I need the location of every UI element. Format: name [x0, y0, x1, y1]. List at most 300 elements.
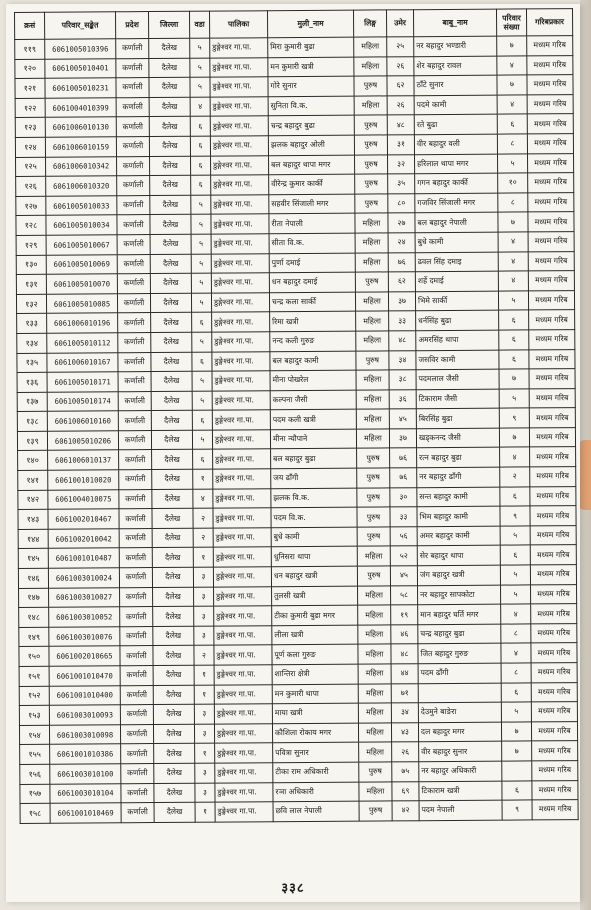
cell-family-size: ६ [499, 349, 529, 369]
cell-name: चन्द्र बहादुर बुढा [268, 116, 354, 136]
cell-sex: महिला [355, 233, 388, 253]
cell-father-name: टिकाराम जैसी [416, 389, 499, 409]
cell-family-size: ७ [497, 75, 527, 95]
cell-palika: डुङ्गेश्वर गा.पा. [213, 528, 271, 548]
cell-district: दैलेख [149, 117, 190, 137]
cell-sn: १३२ [16, 294, 46, 314]
cell-age: २४ [388, 233, 415, 253]
cell-ward: २ [193, 528, 213, 548]
cell-category: मध्यम गरिब [530, 447, 576, 467]
cell-sex: महिला [358, 605, 391, 625]
cell-hh-code: 6061006010196 [47, 313, 118, 333]
cell-palika: डुङ्गेश्वर गा.पा. [215, 802, 273, 822]
cell-ward: ४ [190, 97, 210, 117]
cell-father-name: सन्त बहादुर कामी [417, 487, 500, 507]
cell-district: दैलेख [152, 450, 193, 470]
cell-district: दैलेख [150, 195, 191, 215]
cell-palika: डुङ्गेश्वर गा.पा. [211, 292, 269, 312]
cell-family-size: ६ [499, 310, 529, 330]
cell-age: ३४ [391, 703, 418, 723]
cell-sex: पुरुष [359, 762, 392, 782]
cell-sn: १४९ [19, 627, 49, 647]
cell-father-name: जसविर कामी [416, 350, 499, 370]
cell-sn: १५७ [20, 784, 50, 804]
cell-ward: २ [194, 646, 214, 666]
cell-father-name: बिरसिंह बुढा [416, 408, 499, 428]
cell-age: ६९ [392, 781, 419, 801]
cell-age: ३३ [390, 507, 417, 527]
cell-father-name: अमरसिंह थापा [416, 330, 499, 350]
cell-father-name: देउमुने बाङेरा [418, 702, 501, 722]
cell-father-name: शेर बहादुर रावल [414, 56, 497, 76]
cell-ward: ६ [193, 450, 213, 470]
cell-sex: पुरुष [356, 350, 389, 370]
cell-father-name: पदम ढाँगी [418, 663, 501, 683]
cell-category: मध्यम गरिब [528, 173, 574, 193]
cell-age: ६२ [387, 76, 414, 96]
cell-ward: ६ [190, 136, 210, 156]
cell-sex: महिला [355, 292, 388, 312]
cell-province: कर्णाली [121, 783, 154, 803]
cell-father-name: नर बहादुर अधिकारी [419, 761, 502, 781]
cell-sex: महिला [359, 781, 392, 801]
cell-name: पूर्ण कला गुरुङ [272, 645, 358, 665]
cell-family-size: ४ [498, 232, 528, 252]
cell-district: दैलेख [150, 234, 191, 254]
cell-sn: १३९ [17, 431, 47, 451]
cell-palika: डुङ्गेश्वर गा.पा. [214, 665, 272, 685]
cell-province: कर्णाली [116, 97, 149, 117]
cell-father-name: हरिलाल थापा मगर [415, 154, 498, 174]
cell-hh-code: 6061005010070 [46, 274, 117, 294]
cell-hh-code: 6061005010396 [45, 39, 116, 59]
cell-district: दैलेख [153, 665, 194, 685]
cell-father-name: मान बहादुर घर्ति मगर [418, 604, 501, 624]
cell-name: मन कुमारी खत्री [268, 57, 354, 77]
cell-category: मध्यम गरिब [529, 408, 575, 428]
cell-name: मन कुमारी थापा [272, 684, 358, 704]
cell-family-size: ६ [500, 545, 530, 565]
cell-district: दैलेख [153, 724, 194, 744]
cell-sn: १२२ [15, 98, 45, 118]
cell-sex: महिला [358, 625, 391, 645]
cell-category: मध्यम गरिब [528, 271, 574, 291]
cell-sex: महिला [356, 409, 389, 429]
cell-palika: डुङ्गेश्वर गा.पा. [213, 547, 271, 567]
cell-sn: १३४ [17, 333, 47, 353]
cell-family-size: ४ [498, 271, 528, 291]
cell-ward: ५ [192, 332, 212, 352]
cell-palika: डुङ्गेश्वर गा.पा. [211, 273, 269, 293]
cell-father-name: जित बहादुर गुरुङ [418, 644, 501, 664]
cell-family-size: ९ [502, 800, 532, 820]
cell-father-name: दल बहादुर मगर [418, 722, 501, 742]
cell-category: मध्यम गरिब [530, 545, 576, 565]
cell-age: २५ [387, 37, 414, 57]
header-palika: पालिका [209, 11, 267, 38]
cell-father-name: भिमे सार्की [415, 291, 498, 311]
cell-family-size: ७ [502, 741, 532, 761]
cell-age: ३३ [389, 311, 416, 331]
cell-palika: डुङ्गेश्वर गा.पा. [211, 194, 269, 214]
cell-province: कर्णाली [121, 764, 154, 784]
cell-family-size: ४ [501, 643, 531, 663]
cell-name: पवित्रा सुनार [273, 742, 359, 762]
cell-palika: डुङ्गेश्वर गा.पा. [213, 449, 271, 469]
cell-hh-code: 6061006010320 [46, 176, 117, 196]
cell-sn: १२५ [16, 157, 46, 177]
cell-ward: ६ [191, 156, 211, 176]
cell-category: मध्यम गरिब [528, 251, 574, 271]
cell-ward: ५ [192, 430, 212, 450]
cell-district: दैलेख [151, 411, 192, 431]
cell-sex: पुरुष [357, 507, 390, 527]
cell-category: मध्यम गरिब [531, 584, 577, 604]
cell-province: कर्णाली [120, 666, 153, 686]
cell-father-name: ढवल सिंह दमाइ [415, 252, 498, 272]
cell-ward: ३ [195, 763, 215, 783]
header-district: जिल्ला [149, 11, 190, 38]
cell-sn: १४३ [18, 510, 48, 530]
cell-sex: पुरुष [357, 527, 390, 547]
cell-district: दैलेख [150, 273, 191, 293]
cell-ward: ५ [191, 214, 211, 234]
cell-age: ४५ [389, 409, 416, 429]
cell-age: ३८ [389, 370, 416, 390]
cell-ward: १ [194, 665, 214, 685]
cell-age: २६ [392, 742, 419, 762]
cell-palika: डुङ्गेश्वर गा.पा. [211, 234, 269, 254]
cell-name: रिमा खत्री [270, 311, 356, 331]
cell-hh-code: 6061002010467 [48, 509, 119, 529]
cell-palika: डुङ्गेश्वर गा.पा. [214, 684, 272, 704]
cell-family-size: ८ [501, 663, 531, 683]
cell-father-name: पदम नेपाली [419, 800, 502, 820]
cell-province: कर्णाली [119, 568, 152, 588]
cell-name: चन्द्र कला सार्की [269, 292, 355, 312]
header-ward: वडा [189, 11, 209, 38]
cell-age: ३६ [389, 389, 416, 409]
cell-palika: डुङ्गेश्वर गा.पा. [212, 312, 270, 332]
cell-age: ७६ [390, 448, 417, 468]
cell-family-size: ५ [498, 153, 528, 173]
cell-district: दैलेख [154, 802, 195, 822]
cell-category: मध्यम गरिब [529, 349, 575, 369]
cell-sn: १३१ [16, 274, 46, 294]
cell-name: बल बहादुर कामी [270, 351, 356, 371]
cell-ward: ६ [190, 117, 210, 137]
cell-province: कर्णाली [116, 58, 149, 78]
cell-sex: पुरुष [357, 448, 390, 468]
cell-ward: ५ [191, 293, 211, 313]
cell-sn: १३६ [17, 372, 47, 392]
cell-sex: महिला [354, 56, 387, 76]
cell-category: मध्यम गरिब [529, 388, 575, 408]
cell-category: मध्यम गरिब [527, 55, 573, 75]
cell-father-name: रत्न बहादुर बुढा [417, 448, 500, 468]
cell-hh-code: 6061001010487 [48, 548, 119, 568]
cell-age: ५६ [390, 527, 417, 547]
cell-province: कर्णाली [117, 274, 150, 294]
cell-palika: डुङ्गेश्वर गा.पा. [214, 723, 272, 743]
cell-sex: महिला [356, 429, 389, 449]
cell-province: कर्णाली [120, 587, 153, 607]
cell-age: ४६ [391, 625, 418, 645]
cell-age: ४३ [391, 722, 418, 742]
cell-palika: डुङ्गेश्वर गा.पा. [212, 390, 270, 410]
cell-palika: डुङ्गेश्वर गा.पा. [214, 704, 272, 724]
cell-name: गोरे सुनार [268, 76, 354, 96]
cell-ward: ५ [190, 77, 210, 97]
cell-palika: डुङ्गेश्वर गा.पा. [211, 175, 269, 195]
cell-ward: ६ [192, 352, 212, 372]
header-category: गरिबप्रकार [526, 9, 572, 36]
cell-ward: ५ [192, 391, 212, 411]
cell-district: दैलेख [154, 744, 195, 764]
cell-palika: डुङ्गेश्वर गा.पा. [210, 57, 268, 77]
cell-province: कर्णाली [117, 156, 150, 176]
cell-ward: ३ [193, 567, 213, 587]
cell-family-size: ५ [501, 702, 531, 722]
cell-category: मध्यम गरिब [527, 36, 573, 56]
cell-sn: १२८ [16, 216, 46, 236]
cell-hh-code: 6061005010231 [45, 78, 116, 98]
cell-age: ५२ [390, 546, 417, 566]
cell-province: कर्णाली [117, 254, 150, 274]
cell-palika: डुङ्गेश्वर गा.पा. [211, 214, 269, 234]
cell-sn: १२३ [15, 118, 45, 138]
cell-ward: ५ [191, 234, 211, 254]
cell-ward: ३ [194, 606, 214, 626]
cell-sex: पुरुष [355, 194, 388, 214]
cell-name: माया खत्री [272, 703, 358, 723]
cell-palika: डुङ्गेश्वर गा.पा. [214, 645, 272, 665]
cell-father-name: चन्द्र बहादुर बुढा [418, 624, 501, 644]
cell-name: मीना न्यौपाने [270, 429, 356, 449]
cell-sn: १५४ [19, 725, 49, 745]
cell-name: शान्तिरा क्षेत्री [272, 664, 358, 684]
cell-sn: १३८ [17, 412, 47, 432]
cell-sn: १५० [19, 647, 49, 667]
cell-palika: डुङ्गेश्वर गा.पा. [214, 626, 272, 646]
cell-palika: डुङ्गेश्वर गा.पा. [213, 567, 271, 587]
cell-district: दैलेख [153, 646, 194, 666]
cell-age: ४८ [391, 644, 418, 664]
cell-hh-code: 6061005010171 [47, 372, 118, 392]
cell-province: कर्णाली [116, 137, 149, 157]
cell-district: दैलेख [151, 313, 192, 333]
cell-age: ४८ [387, 115, 414, 135]
cell-palika: डुङ्गेश्वर गा.पा. [213, 508, 271, 528]
cell-ward: १ [195, 802, 215, 822]
cell-district: दैलेख [151, 332, 192, 352]
cell-province: कर्णाली [119, 528, 152, 548]
cell-family-size: ४ [500, 447, 530, 467]
cell-sn: १४४ [18, 529, 48, 549]
cell-sex: पुरुष [354, 76, 387, 96]
cell-age: ७६ [390, 468, 417, 488]
cell-ward: ३ [195, 783, 215, 803]
cell-name: पुर्णा दमाई [269, 253, 355, 273]
cell-province: कर्णाली [117, 176, 150, 196]
cell-hh-code: 6061003010024 [48, 568, 119, 588]
cell-sn: १३० [16, 255, 46, 275]
cell-ward: ५ [191, 273, 211, 293]
cell-palika: डुङ्गेश्वर गा.पा. [210, 38, 268, 58]
cell-province: कर्णाली [117, 215, 150, 235]
cell-province: कर्णाली [118, 391, 151, 411]
cell-family-size: ९ [500, 506, 530, 526]
cell-age: ३४ [389, 350, 416, 370]
cell-sn: १५५ [20, 745, 50, 765]
cell-hh-code: 6061003010052 [49, 607, 120, 627]
cell-sex: महिला [354, 37, 387, 57]
document-page [6, 4, 580, 902]
cell-family-size: ५ [500, 526, 530, 546]
table-wrapper [14, 8, 578, 824]
cell-name: टीका राम अधिकारी [273, 762, 359, 782]
cell-palika: डुङ्गेश्वर गा.पा. [215, 763, 273, 783]
cell-age: ३० [390, 487, 417, 507]
cell-district: दैलेख [152, 509, 193, 529]
cell-province: कर्णाली [116, 78, 149, 98]
cell-hh-code: 6061005010069 [46, 254, 117, 274]
cell-family-size: ४ [497, 56, 527, 76]
cell-sn: ११९ [15, 39, 45, 59]
cell-name: पदम कली खत्री [270, 409, 356, 429]
page-number: ३३८ [281, 881, 305, 896]
cell-district: दैलेख [153, 685, 194, 705]
cell-district: दैलेख [152, 528, 193, 548]
cell-age: ३२ [388, 154, 415, 174]
cell-category: मध्यम गरिब [531, 702, 577, 722]
cell-sex: पुरुष [359, 801, 392, 821]
cell-father-name: वीर बहादुर वली [414, 134, 497, 154]
cell-name: वीरेन्द्र कुमार कार्की [269, 174, 355, 194]
cell-category: मध्यम गरिब [530, 525, 576, 545]
cell-sn: १२० [15, 59, 45, 79]
cell-province: कर्णाली [120, 685, 153, 705]
cell-age: ३५ [388, 174, 415, 194]
cell-category: मध्यम गरिब [530, 565, 576, 585]
cell-province: कर्णाली [118, 332, 151, 352]
cell-name: बल बहादुर बुढा [271, 449, 357, 469]
cell-district: दैलेख [154, 783, 195, 803]
cell-age: ४५ [390, 566, 417, 586]
cell-hh-code: 6061001010469 [50, 803, 121, 823]
header-hh-code: परिवार_सङ्केत [45, 12, 116, 39]
cell-age: २७ [388, 213, 415, 233]
cell-district: दैलेख [151, 430, 192, 450]
cell-category: मध्यम गरिब [529, 427, 575, 447]
cell-hh-code: 6061003010104 [50, 783, 121, 803]
cell-sex: महिला [358, 723, 391, 743]
cell-sn: १२१ [15, 78, 45, 98]
cell-ward: १ [195, 743, 215, 763]
cell-sex: महिला [358, 703, 391, 723]
cell-name: जय ढाँगी [271, 468, 357, 488]
cell-sn: १४५ [18, 549, 48, 569]
cell-district: दैलेख [150, 156, 191, 176]
cell-father-name [418, 683, 501, 703]
cell-family-size: २ [500, 467, 530, 487]
cell-ward: ३ [194, 626, 214, 646]
cell-name: नन्द कली गुरुङ [270, 331, 356, 351]
cell-hh-code: 6061005010033 [46, 196, 117, 216]
cell-ward: ५ [192, 371, 212, 391]
cell-father-name: पदमे कामी [414, 95, 497, 115]
cell-district: दैलेख [149, 136, 190, 156]
cell-sex: महिला [357, 546, 390, 566]
cell-family-size: ७ [499, 428, 529, 448]
cell-province: कर्णाली [120, 607, 153, 627]
cell-sex: पुरुष [355, 272, 388, 292]
cell-category: मध्यम गरिब [530, 486, 576, 506]
cell-province: कर्णाली [120, 724, 153, 744]
cell-age: १९ [391, 605, 418, 625]
cell-district: दैलेख [150, 175, 191, 195]
cell-name: मिरा कुमारी बुढा [268, 37, 354, 57]
cell-sn: १५३ [19, 705, 49, 725]
cell-category: मध्यम गरिब [531, 623, 577, 643]
cell-district: दैलेख [150, 215, 191, 235]
cell-father-name: जंग बहादुर खत्री [417, 565, 500, 585]
cell-name: कल्पना जैसी [270, 390, 356, 410]
cell-hh-code: 6061001010020 [48, 470, 119, 490]
cell-ward: ३ [194, 724, 214, 744]
cell-name: झलक वि.क. [271, 488, 357, 508]
header-age: उमेर [386, 10, 413, 37]
header-name: मुली_नाम [267, 10, 353, 38]
cell-district: दैलेख [151, 371, 192, 391]
cell-province: कर्णाली [121, 744, 154, 764]
cell-name: तुलसी खत्री [272, 586, 358, 606]
cell-hh-code: 6061006010130 [45, 117, 116, 137]
cell-name: सहवीर सिंजाली मगर [269, 194, 355, 214]
cell-age: २६ [387, 95, 414, 115]
cell-sex: महिला [358, 644, 391, 664]
cell-category: मध्यम गरिब [532, 761, 578, 781]
cell-age: ६२ [388, 272, 415, 292]
cell-name: सुनिता वि.क. [268, 96, 354, 116]
cell-age: ४४ [391, 664, 418, 684]
cell-category: मध्यम गरिब [532, 800, 578, 820]
cell-sn: १४७ [19, 588, 49, 608]
cell-category: मध्यम गरिब [531, 643, 577, 663]
cell-family-size: ७ [499, 369, 529, 389]
cell-sex: पुरुष [357, 488, 390, 508]
cell-hh-code: 6061003010093 [49, 705, 120, 725]
cell-category: मध्यम गरिब [529, 369, 575, 389]
cell-hh-code: 6061003010100 [50, 764, 121, 784]
cell-sn: १५८ [20, 803, 50, 823]
cell-category: मध्यम गरिब [527, 75, 573, 95]
cell-palika: डुङ्गेश्वर गा.पा. [214, 606, 272, 626]
cell-province: कर्णाली [118, 352, 151, 372]
cell-district: दैलेख [152, 489, 193, 509]
cell-family-size: ७ [497, 36, 527, 56]
cell-name: छवि लाल नेपाली [273, 801, 359, 821]
cell-family-size: ८ [497, 134, 527, 154]
cell-province: कर्णाली [119, 509, 152, 529]
cell-palika: डुङ्गेश्वर गा.पा. [210, 116, 268, 136]
cell-palika: डुङ्गेश्वर गा.पा. [211, 253, 269, 273]
cell-family-size: ५ [498, 291, 528, 311]
cell-sex: महिला [358, 664, 391, 684]
cell-hh-code: 6061002010665 [49, 646, 120, 666]
cell-name: पदम वि.क. [271, 507, 357, 527]
cell-father-name: रते बुढा [414, 115, 497, 135]
